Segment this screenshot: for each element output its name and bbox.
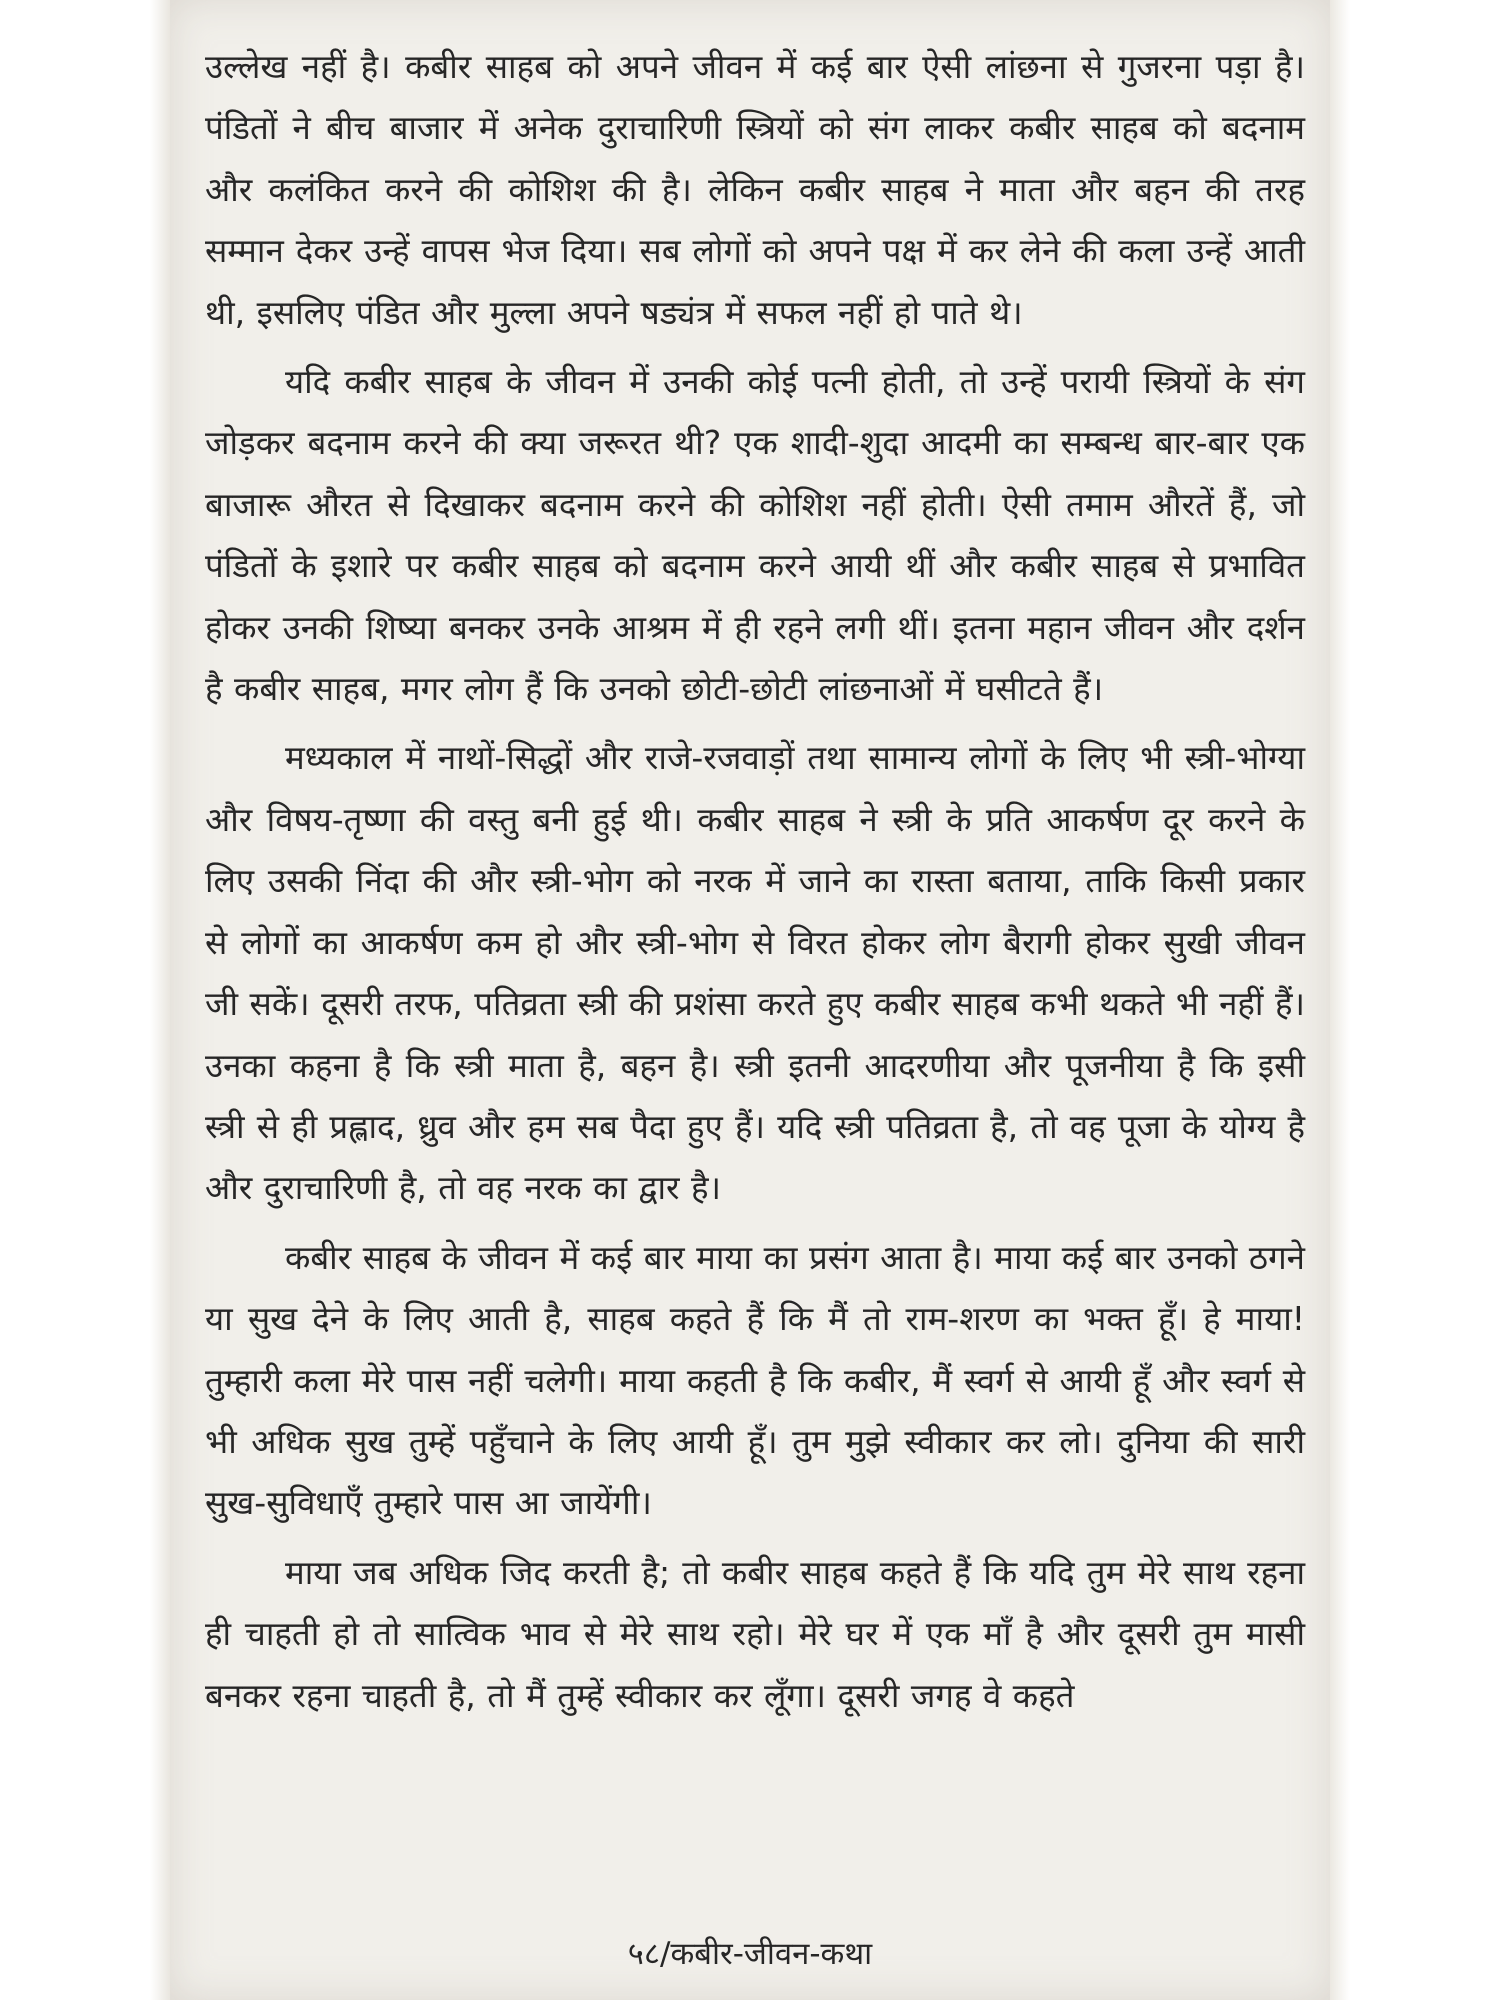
paragraph-medieval-women: मध्यकाल में नाथों-सिद्धों और राजे-रजवाड़ों तथा सामान्य लोगों के लिए भी स्त्री-भोग्या और विषय-तृष्णा की वस्तु बनी हुई थी। कबीर साहब ने स्त्री के प्रति आकर्षण दूर करने के लिए उसकी निंदा की और स्त्री-भोग को नरक में जाने का रास्ता बताया, ताकि किसी प्रकार से लोगों का आकर्षण कम हो और स्त्री-भोग से विरत होकर लोग बैरागी होकर सुखी जीवन जी सकें। दूसरी तरफ, पतिव्रता स्त्री की प्रशंसा करते हुए कबीर साहब कभी थकते भी नहीं हैं। उनका कहना है कि स्त्री माता है, बहन है। स्त्री इतनी आदरणीया और पूजनीया है कि इसी स्त्री से ही प्रह्लाद, ध्रुव और हम सब पैदा हुए हैं। यदि स्त्री पतिव्रता है, तो वह पूजा के योग्य है और दुराचारिणी है, तो वह नरक का द्वार है। bbox=[205, 738, 1305, 1208]
body-text bbox=[205, 36, 1305, 1734]
page-footer: ५८/कबीर-जीवन-कथा bbox=[627, 1936, 873, 1972]
paragraph-maya-insists: माया जब अधिक जिद करती है; तो कबीर साहब कहते हैं कि यदि तुम मेरे साथ रहना ही चाहती हो तो सात्विक भाव से मेरे साथ रहो। मेरे घर में एक माँ है और दूसरी तुम मासी बनकर रहना चाहती है, तो मैं तुम्हें स्वीकार कर लूँगा। दूसरी जगह वे कहते bbox=[205, 1552, 1305, 1715]
page-edge-right bbox=[1330, 0, 1350, 2000]
paragraph-wife-question: यदि कबीर साहब के जीवन में उनकी कोई पत्नी होती, तो उन्हें परायी स्त्रियों के संग जोड़कर बदनाम करने की क्या जरूरत थी? एक शादी-शुदा आदमी का सम्बन्ध बार-बार एक बाजारू औरत से दिखाकर बदनाम करने की कोशिश नहीं होती। ऐसी तमाम औरतें हैं, जो पंडितों के इशारे पर कबीर साहब को बदनाम करने आयी थीं और कबीर साहब से प्रभावित होकर उनकी शिष्या बनकर उनके आश्रम में ही रहने लगी थीं। इतना महान जीवन और दर्शन है कबीर साहब, मगर लोग हैं कि उनको छोटी-छोटी लांछनाओं में घसीटते हैं। bbox=[205, 362, 1305, 709]
paragraph-maya-episode: कबीर साहब के जीवन में कई बार माया का प्रसंग आता है। माया कई बार उनको ठगने या सुख देने के लिए आती है, साहब कहते हैं कि मैं तो राम-शरण का भक्त हूँ। हे माया! तुम्हारी कला मेरे पास नहीं चलेगी। माया कहती है कि कबीर, मैं स्वर्ग से आयी हूँ और स्वर्ग से भी अधिक सुख तुम्हें पहुँचाने के लिए आयी हूँ। तुम मुझे स्वीकार कर लो। दुनिया की सारी सुख-सुविधाएँ तुम्हारे पास आ जायेंगी। bbox=[205, 1237, 1305, 1523]
page-edge-left bbox=[150, 0, 170, 2000]
paragraph-continuation: उल्लेख नहीं है। कबीर साहब को अपने जीवन में कई बार ऐसी लांछना से गुजरना पड़ा है। पंडितों ने बीच बाजार में अनेक दुराचारिणी स्त्रियों को संग लाकर कबीर साहब को बदनाम और कलंकित करने की कोशिश की है। लेकिन कबीर साहब ने माता और बहन की तरह सम्मान देकर उन्हें वापस भेज दिया। सब लोगों को अपने पक्ष में कर लेने की कला उन्हें आती थी, इसलिए पंडित और मुल्ला अपने षड्यंत्र में सफल नहीं हो पाते थे। bbox=[205, 47, 1305, 332]
